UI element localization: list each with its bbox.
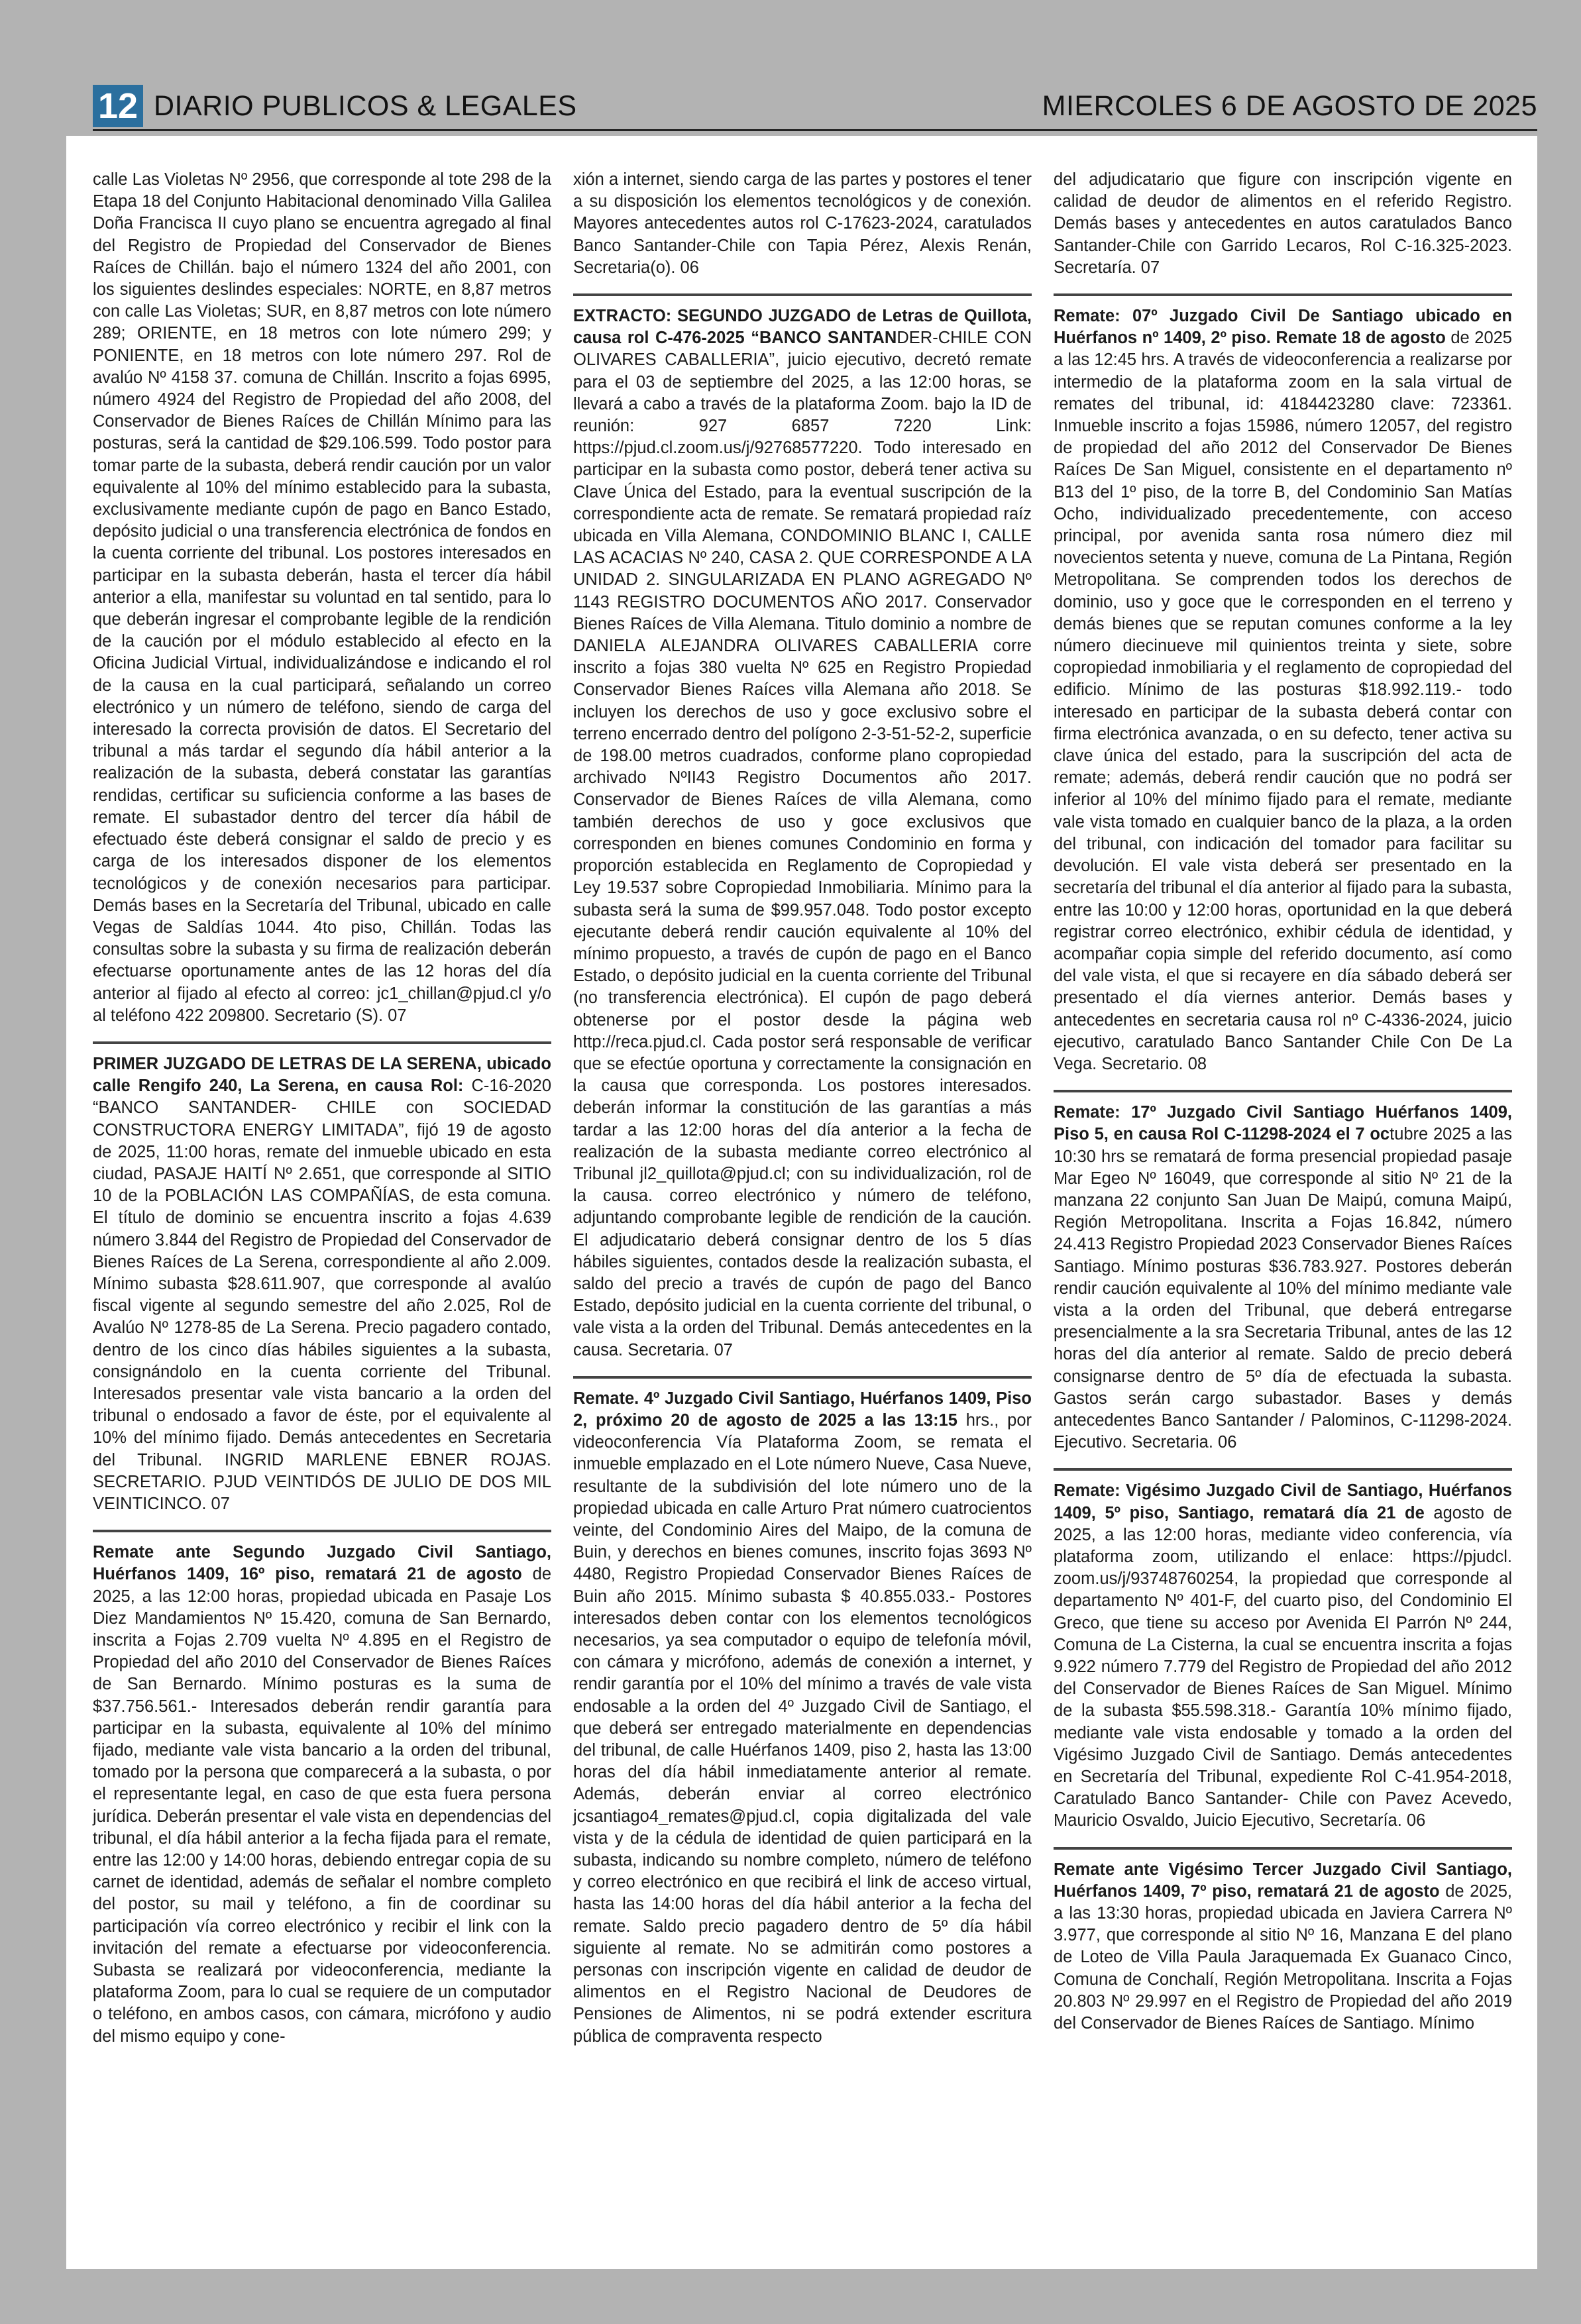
notice-text: agosto de 2025, a las 12:00 horas, mediante video conferencia, vía plataforma zoom, utilizando el enlace: https://pjudcl. zoom.us/j/93748760254, la propiedad que corresponde al departamento Nº 401-F, del cuarto piso, del Condominio El Greco, que tiene su acceso por Avenida El Parrón Nº 244, Comuna de La Cisterna, la cual se encuentra inscrita a fojas 9.922 número 7.779 del Registro de Propiedad del año 2012 del Conservador de Bienes Raíces de San Miguel. Mínimo de la subasta $55.598.318.- Garantía 10% mínimo fijado, mediante vale vista endosable y tomado a la orden del Vigésimo Juzgado Civil de Santiago. Demás antecedentes en Secretaría del Tribunal, expediente Rol C-41.954-2018, Caratulado Banco Santander- Chile con Pavez Acevedo, Mauricio Osvaldo, Juicio Ejecutivo, Secretaría. 06 [1054,1503,1512,1830]
page-number: 12 [93,85,143,127]
notice-text: calle Las Violetas Nº 2956, que corresponde al tote 298 de la Etapa 18 del Conjunto Habitacional denominado Villa Galilea Doña Francisca II cuyo plano se encuentra agregado al final del Registro de Propiedad del Conservador de Bienes Raíces de Chillán. bajo el número 1324 del año 2001, con los siguientes deslindes especiales: NORTE, en 8,87 metros con calle Las Violetas; SUR, en 8,87 metros con lote número 289; ORIENTE, en 18 metros con lote número 299; y PONIENTE, en 18 metros con lote número 297. Rol de avalúo Nº 4158 37. comuna de Chillán. Inscrito a fojas 6995, número 4924 del Registro de Propiedad del año 2008, del Conservador de Bienes Raíces de Chillán Mínimo para las posturas, será la cantidad de $29.106.599. Todo postor para tomar parte de la subasta, deberá rendir caución por un valor equivalente al 10% del mínimo establecido para la subasta, exclusivamente mediante cupón de pago en Banco Estado, depósito judicial o una transferencia electrónica de fondos en la cuenta corriente del tribunal. Los postores interesados en participar en la subasta deberán, hasta el tercer día hábil anterior a ella, manifestar su voluntad en tal sentido, para lo que deberán ingresar el comprobante legible de la rendición de la caución por el módulo establecido al efecto en la Oficina Judicial Virtual, individualizándose e indicando el rol de la causa en la cual participará, señalando un correo electrónico y un número de teléfono, siendo de carga del interesado la correcta provisión de datos. El Secretario del tribunal a más tardar el segundo día hábil anterior a la realización de la subasta, deberá constatar las garantías rendidas, certificar su suficiencia conforme a las bases de remate. El subastador dentro del tercer día hábil de efectuado éste deberá consignar el saldo de precio y es carga de los interesados disponer de los elementos tecnológicos y de conexión necesarios para participar. Demás bases en la Secretaría del Tribunal, ubicado en calle Vegas de Saldías 1044. 4to piso, Chillán. Todas las consultas sobre la subasta y su firma de realización deberán efectuarse oportunamente antes de las 12 horas del día anterior al fijado al efecto al correo: jc1_chillan@pjud.cl y/o al teléfono 422 209800. Secretario (S). 07 [93,170,551,1025]
notice-text: tubre 2025 a las 10:30 hrs se rematará de forma presencial propiedad pasaje Mar Egeo Nº 16049, que corresponde al sitio Nº 21 de la manzana 22 conjunto San Juan De Maipú, comuna Maipú, Región Metropolitana. Inscrita a Fojas 16.842, número 24.413 Registro Propiedad 2023 Conservador Bienes Raíces Santiago. Mínimo posturas $36.783.927. Postores deberán rendir caución equivalente al 10% del mínimo mediante vale vista a la orden del Tribunal, que deberá entregarse presencialmente a la sra Secretaria Tribunal, antes de las 12 horas del día anterior al remate. Saldo de precio deberá consignarse dentro de 5º día de efectuada la subasta. Gastos serán cargo subastador. Bases y demás antecedentes Banco Santander / Palominos, C-11298-2024. Ejecutivo. Secretaria. 06 [1054,1125,1512,1452]
notice-text: de 2025, a las 13:30 horas, propiedad ubicada en Javiera Carrera Nº 3.977, que corresponde al sitio Nº 16, Manzana E del plano de Loteo de Villa Paula Jaraquemada Ex Guanaco Cinco, Comuna de Conchalí, Región Metropolitana. Inscrita a Fojas 20.803 Nº 29.997 en el Registro de Propiedad del año 2019 del Conservador de Bienes Raíces de Santiago. Mínimo [1054,1881,1512,2033]
notice [1054,293,1512,1075]
notice-text: de 2025 a las 12:45 hrs. A través de videoconferencia a realizarse por intermedio de la plataforma zoom en la sala virtual de remates del tribunal, id: 4184423280 clave: 723361. Inmueble inscrito a fojas 15986, número 12057, del registro de propiedad del año 2012 del Conservador De Bienes Raíces De San Miguel, consistente en el departamento nº B13 del 1º piso, de la torre B, del Condominio San Matías Ocho, individualizado precedentemente, con acceso principal, por avenida santa rosa número diez mil novecientos setenta y nueve, comuna de La Pintana, Región Metropolitana. Se comprenden todos los derechos de dominio, uso y goce que le corresponden en el terreno y demás bienes que se reputan comunes conforme a la ley número diecinueve mil quinientos treinta y siete, sobre copropiedad inmobiliaria y el reglamento de copropiedad del edificio. Mínimo de las posturas $18.992.119.- todo interesado en participar de la subasta deberá contar con firma electrónica avanzada, o en su defecto, tener activa su clave única del estado, para la suscripción del acta de remate; además, deberá rendir caución que no podrá ser inferior al 10% del mínimo fijado para el remate, mediante vale vista tomado en cualquier banco de la plaza, a la orden del tribunal, con indicación del tomador para facilitar su devolución. El vale vista deberá ser presentado en la secretaría del tribunal el día anterior al fijado para la subasta, entre las 10:00 y 12:00 horas, oportunidad en la que deberá registrar correo electrónico, exhibir cédula de identidad, y acompañar copia simple del referido documento, así como del vale vista, el que si recayere en día sábado deberá ser presentado el día viernes anterior. Demás bases y antecedentes en secretaria causa rol nº C-4336-2024, juicio ejecutivo, caratulado Banco Santander Chile Con De La Vega. Secretario. 08 [1054,329,1512,1073]
column-3 [1054,169,1512,2034]
notice-lead: Remate: 17º Juzgado Civil Santiago Huérfanos 1409, Piso 5, en causa Rol C-11298-2024 el 7 oc [1054,1103,1512,1144]
page-header [93,85,1537,127]
column-2 [573,169,1032,2048]
notice-lead: Remate ante Vigésimo Tercer Juzgado Civil Santiago, Huérfanos 1409, 7º piso, rematará 21 de agosto [1054,1860,1512,1901]
notice [573,1376,1032,2048]
notice [1054,1847,1512,2035]
notice-lead: PRIMER JUZGADO DE LETRAS DE LA SERENA, ubicado calle Rengifo 240, La Serena, en causa Rol: [93,1054,551,1096]
notice-continued [1054,169,1512,279]
notice-text: xión a internet, siendo carga de las partes y postores el tener a su disposición los elementos tecnológicos y de conexión. Mayores antecedentes autos rol C-17623-2024, caratulados Banco Santander-Chile con Tapia Pérez, Alexis Renán, Secretaria(o). 06 [573,170,1032,277]
header-divider [93,129,1537,131]
notice-lead: Remate ante Segundo Juzgado Civil Santiago, Huérfanos 1409, 16º piso, rematará 21 de agosto [93,1543,551,1584]
notice-text: DER-CHILE CON OLIVARES CABALLERIA”, juicio ejecutivo, decretó remate para el 03 de septiembre del 2025, a las 12:00 horas, se llevará a cabo a través de la plataforma Zoom. bajo la ID de reunión: 927 6857 7220 Link: https://pjud.cl.zoom.us/j/92768577220. Todo interesado en participar en la subasta como postor, deberá tener activa su Clave Única del Estado, para la eventual suscripción de la correspondiente acta de remate. Se rematará propiedad raíz ubicada en Villa Alemana, CONDOMINIO BLANC I, CALLE LAS ACACIAS Nº 240, CASA 2. QUE CORRESPONDE A LA UNIDAD 2. SINGULARIZADA EN PLANO AGREGADO Nº 1143 REGISTRO DOCUMENTOS AÑO 2017. Conservador Bienes Raíces de Villa Alemana. Titulo dominio a nombre de DANIELA ALEJANDRA OLIVARES CABALLERIA corre inscrito a fojas 380 vuelta Nº 625 en Registro Propiedad Conservador Bienes Raíces villa Alemana año 2018. Se incluyen los derechos de uso y goce exclusivo sobre el terreno encerrado dentro del polígono 2-3-51-52-2, superficie de 198.00 metros cuadrados, conforme plano copropiedad archivado NºII43 Registro Documentos año 2017. Conservador de Bienes Raíces de villa Alemana, como también derechos de uso y goce exclusivos que corresponden en bienes comunes Condominio en forma y proporción establecida en Reglamento de Copropiedad y Ley 19.537 sobre Copropiedad Inmobiliaria. Mínimo para la subasta será la suma de $99.957.048. Todo postor excepto ejecutante deberá rendir caución equivalente al 10% del mínimo propuesto, a través de cupón de pago en el Banco Estado, o depósito judicial en la cuenta corriente del Tribunal (no transferencia electrónica). El cupón de pago deberá obtenerse por el postor desde la página web http://reca.pjud.cl. Cada postor será responsable de verificar que se efectúe oportuna y correctamente la consignación en la causa que corresponda. Los postores interesados. deberán informar la constitución de las garantías a más tardar a las 12:00 horas del día anterior a la fecha de realización de la subasta mediante correo electrónico al Tribunal jl2_quillota@pjud.cl; con su individualización, rol de la causa. correo electrónico y número de teléfono, adjuntando comprobante legible de rendición de la caución. El adjudicatario deberá consignar dentro de los 5 días hábiles siguientes, contados desde la realización subasta, el saldo del precio a través de cupón de pago del Banco Estado, depósito judicial en la cuenta corriente del tribunal, o vale vista a la orden del Tribunal. Demás antecedentes en la causa. Secretaria. 07 [573,329,1032,1359]
notice-text: de 2025, a las 12:00 horas, propiedad ubicada en Pasaje Los Diez Mandamientos Nº 15.420, comuna de San Bernardo, inscrita a Fojas 2.709 vuelta Nº 4.895 en el Registro de Propiedad del año 2010 del Conservador de Bienes Raíces de San Bernardo. Mínimo posturas es la suma de $37.756.561.- Interesados deberán rendir garantía para participar en la subasta, equivalente al 10% del mínimo fijado, mediante vale vista bancario a la orden del tribunal, tomado por la persona que comparecerá a la subasta, o por el representante legal, en caso de que esta fuera persona jurídica. Deberán presentar el vale vista en dependencias del tribunal, el día hábil anterior a la fecha fijada para el remate, entre las 12:00 y 14:00 horas, debiendo entregar copia de su carnet de identidad, además de señalar el nombre completo del postor, su mail y teléfono, a fin de coordinar su participación vía correo electrónico y recibir el link con la invitación del remate a efectuarse por videoconferencia. Subasta se realizará por videoconferencia, mediante la plataforma Zoom, para lo cual se requiere de un computador o teléfono, en ambos casos, con cámara, micrófono y audio del mismo equipo y cone- [93,1565,551,2046]
notice [93,1041,551,1515]
notice-text: hrs., por videoconferencia Vía Plataforma Zoom, se remata el inmueble emplazado en el Lote número Nueve, Casa Nueve, resultante de la subdivisión del lote número uno de la propiedad ubicada en calle Arturo Prat número cuatrocientos veinte, del Condominio Aires del Maipo, de la comuna de Buin, y derechos en bienes comunes, inscrito fojas 3693 Nº 4480, Registro Propiedad Conservador Bienes Raíces de Buin año 2015. Mínimo subasta $ 40.855.033.- Postores interesados deben contar con los elementos tecnológicos necesarios, ya sea computador o equipo de telefonía móvil, con cámara y micrófono, además de conexión a internet, y rendir garantía por el 10% del mínimo a través de vale vista endosable a la orden del 4º Juzgado Civil de Santiago, el que deberá ser entregado materialmente en dependencias del tribunal, de calle Huérfanos 1409, piso 2, hasta las 13:00 horas del día hábil inmediatamente anterior al remate. Además, deberán enviar al correo electrónico jcsantiago4_remates@pjud.cl, copia digitalizada del vale vista y de la cédula de identidad de quien participará en la subasta, indicando su nombre completo, número de teléfono y correo electrónico en que recibirá el link de acceso virtual, hasta las 14:00 horas del día hábil anterior a la fecha del remate. Saldo precio pagadero dentro de 5º día hábil siguiente al remate. No se admitirán como postores a personas con inscripción vigente en calidad de deudor de alimentos en el Registro Nacional de Deudores de Pensiones de Alimentos, ni se podrá extender escritura pública de compraventa respecto [573,1410,1032,2046]
notice-continued [93,169,551,1027]
notice [1054,1468,1512,1832]
notice-lead: Remate: Vigésimo Juzgado Civil de Santiago, Huérfanos 1409, 5º piso, Santiago, rematará día 21 de [1054,1481,1512,1522]
notice-lead: Remate: 07º Juzgado Civil De Santiago ubicado en Huérfanos nº 1409, 2º piso. Remate 18 de agosto [1054,307,1512,348]
notice-text: del adjudicatario que figure con inscripción vigente en calidad de deudor de alimentos en el referido Registro. Demás bases y antecedentes en autos caratulados Banco Santander-Chile con Garrido Lecaros, Rol C-16.325-2023. Secretaría. 07 [1054,170,1512,277]
notice-lead: Remate. 4º Juzgado Civil Santiago, Huérfanos 1409, Piso 2, próximo 20 de agosto de 2025 a las 13:15 [573,1389,1032,1430]
notice-lead: EXTRACTO: SEGUNDO JUZGADO de Letras de Quillota, causa rol C-476-2025 “BANCO SANTAN [573,307,1032,348]
issue-date: MIERCOLES 6 DE AGOSTO DE 2025 [1042,90,1537,122]
notice [1054,1090,1512,1453]
notice-continued [573,169,1032,279]
notice [573,293,1032,1361]
notice [93,1530,551,2048]
publication-name: DIARIO PUBLICOS & LEGALES [154,90,577,122]
column-1 [93,169,551,2048]
notice-text: C-16-2020 “BANCO SANTANDER- CHILE con SOCIEDAD CONSTRUCTORA ENERGY LIMITADA”, fijó 19 de agosto de 2025, 11:00 horas, remate del inmueble ubicado en esta ciudad, PASAJE HAITÍ Nº 2.651, que corresponde al SITIO 10 de la POBLACIÓN LAS COMPAÑÍAS, de esta comuna. El título de dominio se encuentra inscrito a fojas 4.639 número 3.844 del Registro de Propiedad del Conservador de Bienes Raíces de La Serena, correspondiente al año 2.009. Mínimo subasta $28.611.907, que corresponde al avalúo fiscal vigente al segundo semestre del año 2.025, Rol de Avalúo Nº 1278-85 de La Serena. Precio pagadero contado, dentro de los cinco días hábiles siguientes a la subasta, consignándolo en la cuenta corriente del Tribunal. Interesados presentar vale vista bancario a la orden del tribunal o endosado a favor de éste, por el equivalente al 10% del mínimo fijado. Demás antecedentes en Secretaria del Tribunal. INGRID MARLENE EBNER ROJAS. SECRETARIO. PJUD VEINTIDÓS DE JULIO DE DOS MIL VEINTICINCO. 07 [93,1077,552,1513]
page-body [66,136,1537,2269]
